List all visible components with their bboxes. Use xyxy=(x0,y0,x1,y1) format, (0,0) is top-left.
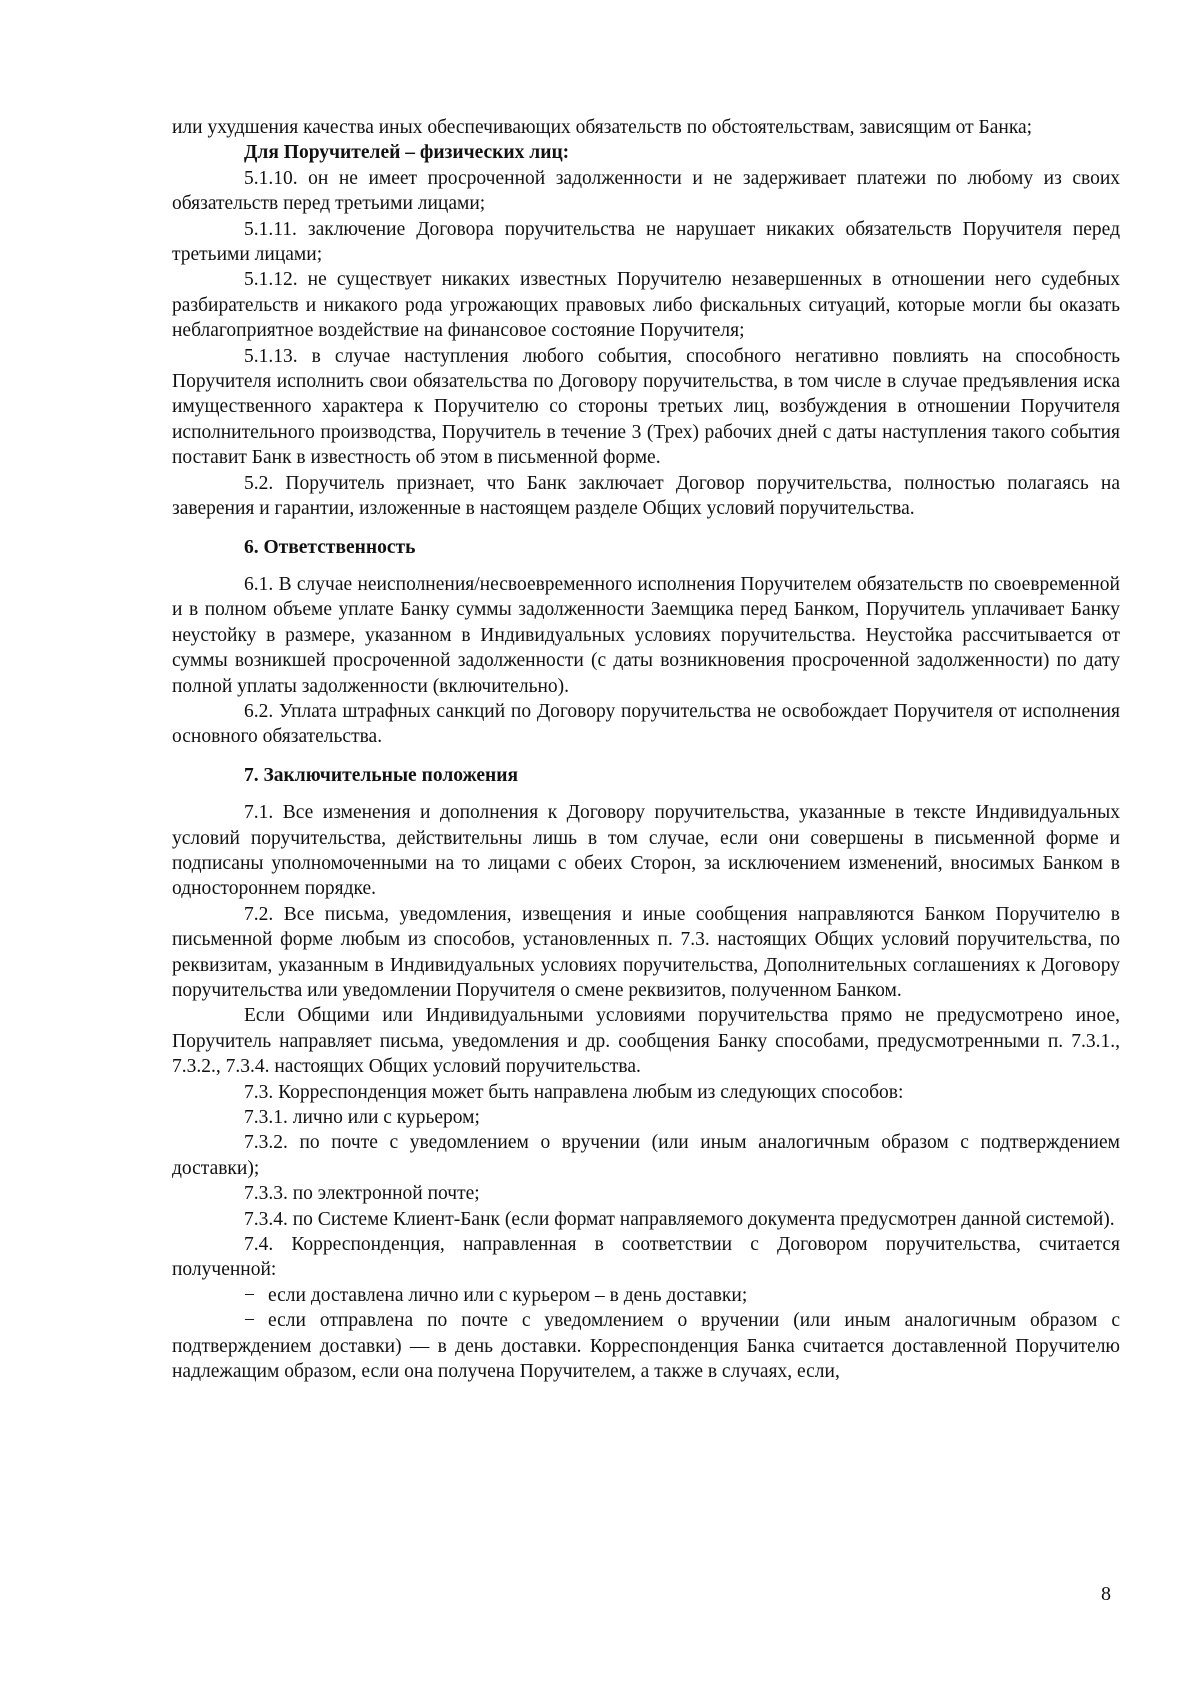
clause-7-3-1: 7.3.1. лично или с курьером; xyxy=(244,1107,480,1129)
list-item-text: если отправлена по почте с уведомлением о вручении (или иным аналогичным образом с подтверждением доставки) — в день доставки. Корреспонденция Банка считается доставленной Поручителю надлежащим образом, если она получена Поручителем, а также в случаях, если, xyxy=(172,1310,1120,1383)
clause-7-2: 7.2. Все письма, уведомления, извещения и иные сообщения направляются Банком Поручителю в письменной форме любым из способов, установленных п. 7.3. настоящих Общих условий поручительства, по реквизитам, указанным в Индивидуальных условиях поручительства, Дополнительных соглашениях к Договору поручительства или уведомлении Поручителя о смене реквизитов, полученном Банком. xyxy=(172,903,1120,1001)
subheading-individuals: Для Поручителей – физических лиц: xyxy=(244,142,570,164)
clause-7-3-2: 7.3.2. по почте с уведомлением о вручении (или иным аналогичным образом с подтверждением доставки); xyxy=(172,1132,1120,1179)
dash-bullet: − xyxy=(244,1284,255,1306)
section-6-title: 6. Ответственность xyxy=(244,536,416,558)
clause-5-2: 5.2. Поручитель признает, что Банк заключает Договор поручительства, полностью полагаясь на заверения и гарантии, изложенные в настоящем разделе Общих условий поручительства. xyxy=(172,472,1120,520)
list-item-delivered-in-person xyxy=(172,1283,1120,1308)
spacer xyxy=(172,560,1120,572)
clause-5-1-13: 5.1.13. в случае наступления любого события, способного негативно повлиять на способность Поручителя исполнить свои обязательства по Договору поручительства, в том числе в случае предъявления иска имущественного характера к Поручителю со стороны третьих лиц, возбуждения в отношении Поручителя исполнительного производства, Поручитель в течение 3 (Трех) рабочих дней с даты наступления такого события поставит Банк в известность об этом в письменной форме. xyxy=(172,345,1120,469)
clause-7-3: 7.3. Корреспонденция может быть направлена любым из следующих способов: xyxy=(244,1081,904,1103)
list-item-text: если доставлена лично или с курьером – в день доставки; xyxy=(268,1284,748,1306)
section-7-title: 7. Заключительные положения xyxy=(244,764,519,786)
paragraph-continuation: или ухудшения качества иных обеспечивающих обязательств по обстоятельствам, зависящим от Банка; xyxy=(172,117,1033,138)
document-page xyxy=(172,115,1120,1385)
clause-5-1-11: 5.1.11. заключение Договора поручительства не нарушает никаких обязательств Поручителя перед третьими лицами; xyxy=(172,218,1120,266)
clause-5-1-12: 5.1.12. не существует никаких известных Поручителю незавершенных в отношении него судебных разбирательств и никакого рода угрожающих правовых либо фискальных ситуаций, которые могли бы оказать неблагоприятное воздействие на финансовое состояние Поручителя; xyxy=(172,269,1120,342)
spacer xyxy=(172,750,1120,763)
page-number: 8 xyxy=(1101,1583,1111,1605)
list-item-sent-by-post xyxy=(172,1308,1120,1384)
clause-6-1: 6.1. В случае неисполнения/несвоевременного исполнения Поручителем обязательств по своевременной и в полном объеме уплате Банку суммы задолженности Заемщика перед Банком, Поручитель уплачивает Банку неустойку в размере, указанном в Индивидуальных условиях поручительства. Неустойка рассчитывается от суммы возникшей просроченной задолженности (с даты возникновения просроченной задолженности) по дату полной уплаты задолженности (включительно). xyxy=(172,573,1120,697)
clause-7-2-note: Если Общими или Индивидуальными условиями поручительства прямо не предусмотрено иное, Поручитель направляет письма, уведомления и др. сообщения Банку способами, предусмотренными п. 7.3.1., 7.3.2., 7.3.4. настоящих Общих условий поручительства. xyxy=(172,1005,1120,1078)
clause-6-2: 6.2. Уплата штрафных санкций по Договору поручительства не освобождает Поручителя от исполнения основного обязательства. xyxy=(172,700,1120,748)
clause-7-3-3: 7.3.3. по электронной почте; xyxy=(244,1183,480,1205)
spacer xyxy=(172,522,1120,535)
clause-7-1: 7.1. Все изменения и дополнения к Договору поручительства, указанные в тексте Индивидуальных условий поручительства, действительны лишь в том случае, если они совершены в письменной форме и подписаны уполномоченными на то лицами с обеих Сторон, за исключением изменений, вносимых Банком в одностороннем порядке. xyxy=(172,802,1120,900)
spacer xyxy=(172,788,1120,800)
clause-5-1-10: 5.1.10. он не имеет просроченной задолженности и не задерживает платежи по любому из своих обязательств перед третьими лицами; xyxy=(172,167,1120,215)
clause-7-4: 7.4. Корреспонденция, направленная в соответствии с Договором поручительства, считается полученной: xyxy=(172,1234,1120,1281)
clause-7-3-4: 7.3.4. по Системе Клиент-Банк (если формат направляемого документа предусмотрен данной системой). xyxy=(244,1208,1115,1230)
dash-bullet: − xyxy=(244,1310,255,1332)
